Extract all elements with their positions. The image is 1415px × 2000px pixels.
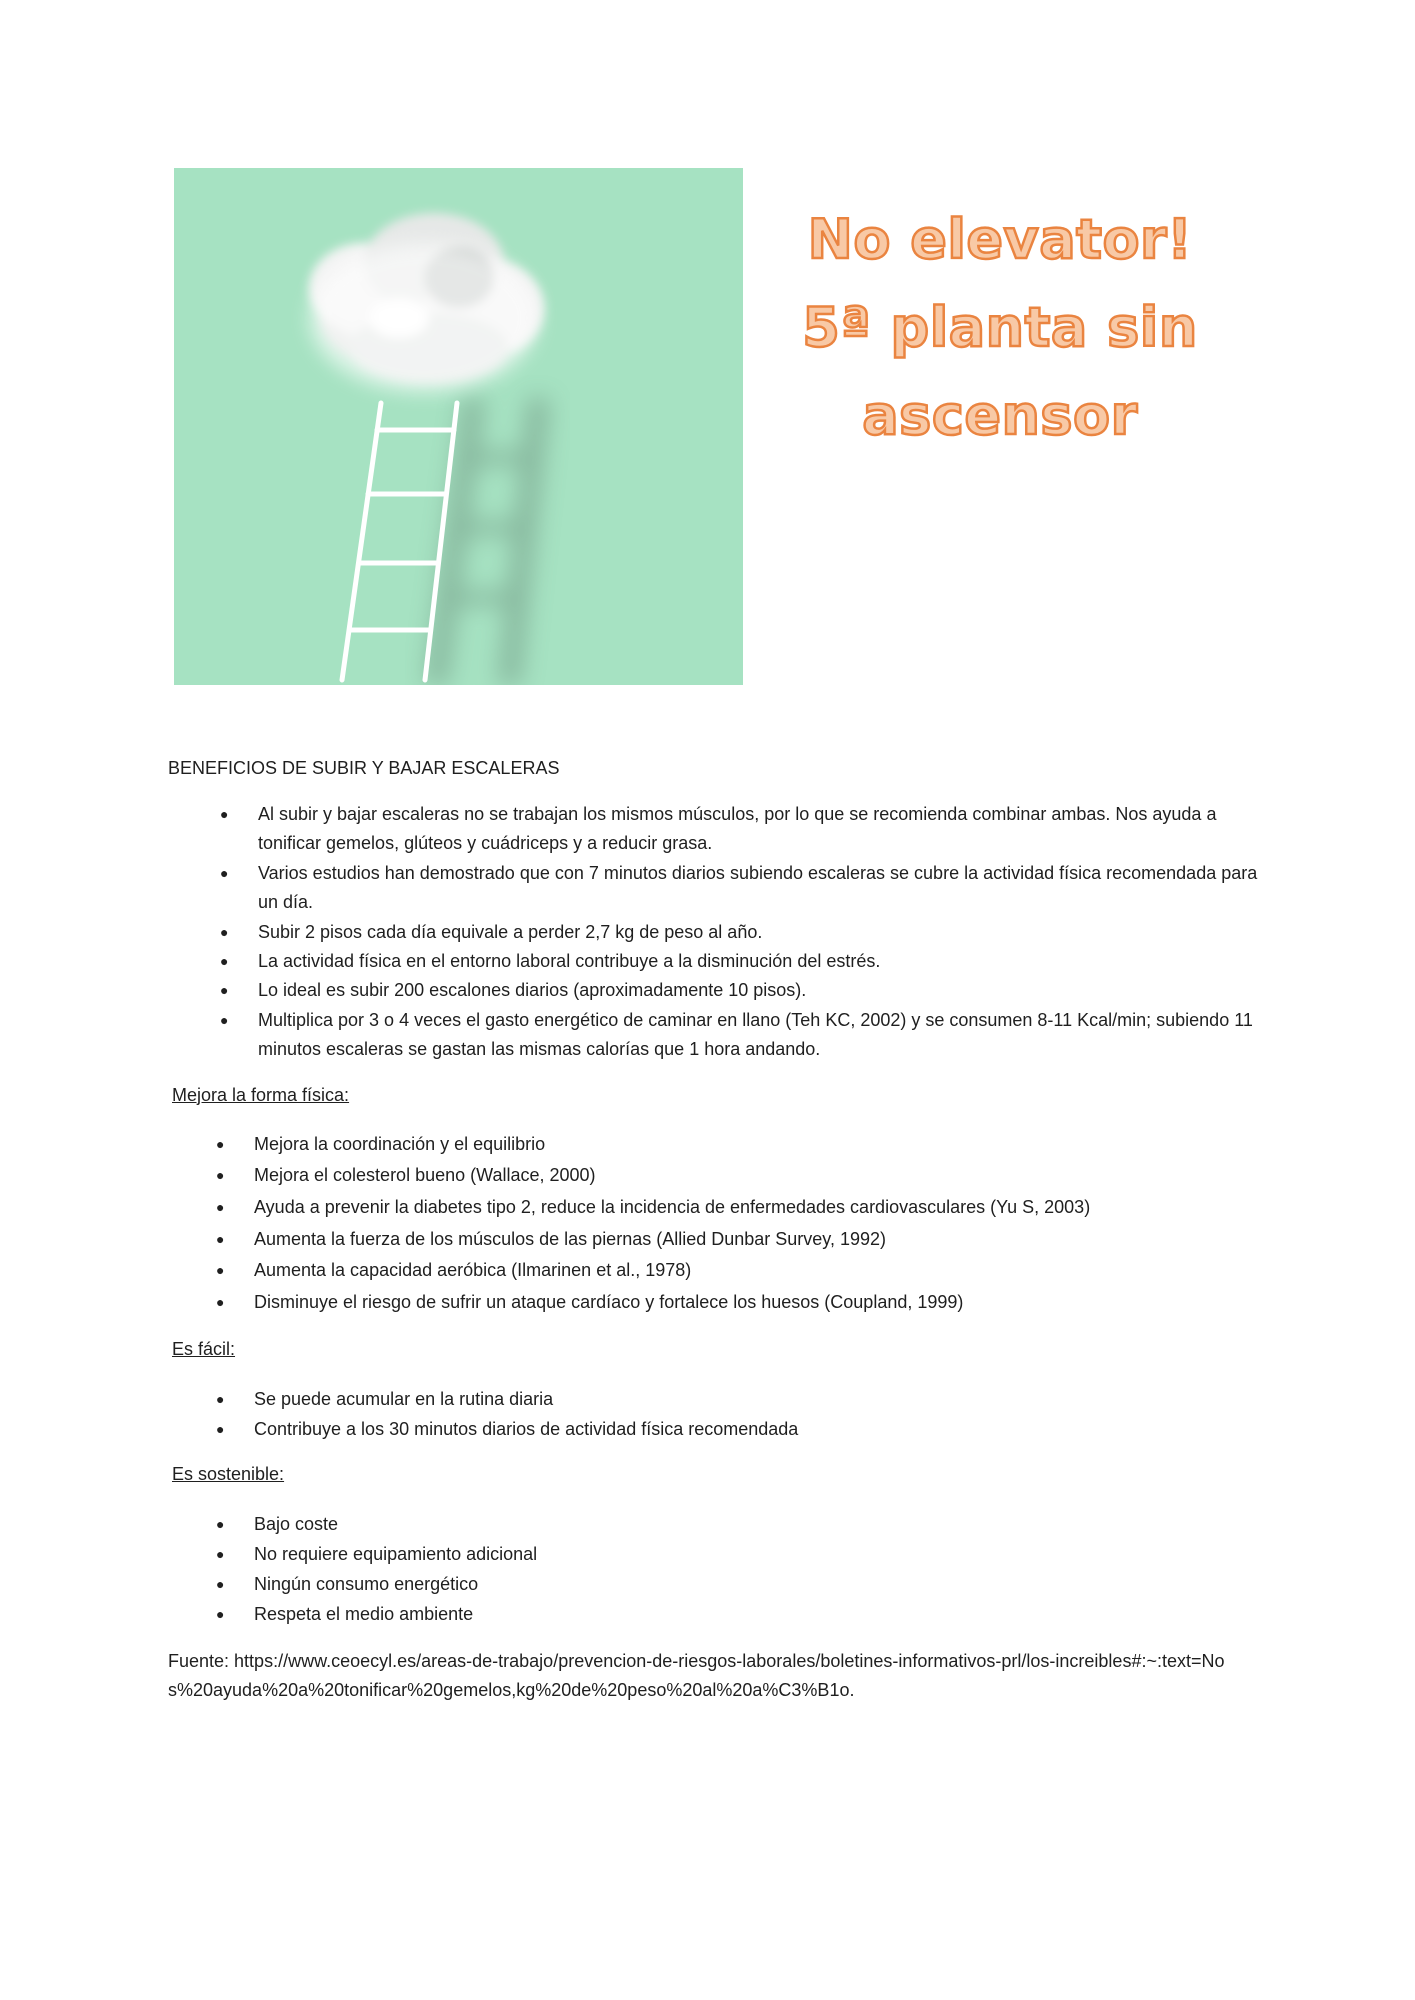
- sustainable-heading: Es sostenible:: [172, 1463, 285, 1484]
- list-item: ● Ningún consumo energético: [216, 1569, 1258, 1599]
- list-item: ● Multiplica por 3 o 4 veces el gasto energético de caminar en llano (Teh KC, 2002) y se consumen 8-11 Kcal/min; subiendo 11 minutos escaleras se gastan las mismas calorías que 1 hora andando.: [220, 1006, 1258, 1065]
- bullet-icon: ●: [220, 923, 229, 940]
- source-link[interactable]: Fuente: https://www.ceoecyl.es/areas-de-trabajo/prevencion-de-riesgos-laborales/boletines-informativos-prl/los-increibles#:~:text=Nos%20ayuda%20a%20tonificar%20gemelos,kg%20de%20peso%20al%20a%C3%B1o.: [168, 1650, 1225, 1701]
- easy-heading: Es fácil:: [172, 1338, 236, 1359]
- fitness-heading: Mejora la forma física:: [172, 1084, 350, 1105]
- list-item: ● Bajo coste: [216, 1509, 1258, 1539]
- sustainable-list: [168, 1509, 1258, 1629]
- fitness-list: [168, 1129, 1258, 1319]
- headline-line-2: 5ª planta sin: [802, 296, 1198, 359]
- bullet-icon: ●: [220, 953, 229, 970]
- benefits-list: [168, 800, 1258, 1065]
- headline: [790, 196, 1210, 460]
- list-item: ● Lo ideal es subir 200 escalones diarios (aproximadamente 10 pisos).: [220, 976, 1258, 1005]
- list-item: ● La actividad física en el entorno laboral contribuye a la disminución del estrés.: [220, 947, 1258, 976]
- bullet-icon: ●: [216, 1135, 225, 1152]
- list-item: ● Disminuye el riesgo de sufrir un ataque cardíaco y fortalece los huesos (Coupland, 1999): [216, 1287, 1258, 1319]
- bullet-icon: ●: [216, 1262, 225, 1279]
- bullet-icon: ●: [216, 1420, 225, 1437]
- bullet-icon: ●: [216, 1390, 225, 1407]
- list-item: ● Se puede acumular en la rutina diaria: [216, 1384, 1258, 1414]
- bullet-icon: ●: [216, 1199, 225, 1216]
- list-item: ● No requiere equipamiento adicional: [216, 1539, 1258, 1569]
- list-item: ● Mejora el colesterol bueno (Wallace, 2000): [216, 1160, 1258, 1192]
- bullet-icon: ●: [220, 806, 229, 822]
- list-item: ● Varios estudios han demostrado que con 7 minutos diarios subiendo escaleras se cubre la actividad física recomendada para un día.: [220, 859, 1258, 918]
- list-item: ● Mejora la coordinación y el equilibrio: [216, 1129, 1258, 1161]
- bullet-icon: ●: [220, 864, 229, 881]
- bullet-icon: ●: [220, 1011, 229, 1028]
- list-item: ● Ayuda a prevenir la diabetes tipo 2, reduce la incidencia de enfermedades cardiovasculares (Yu S, 2003): [216, 1192, 1258, 1224]
- easy-list: [168, 1384, 1258, 1444]
- headline-line-3: ascensor: [862, 384, 1138, 447]
- list-item: ● Subir 2 pisos cada día equivale a perder 2,7 kg de peso al año.: [220, 918, 1258, 947]
- list-item: ● Contribuye a los 30 minutos diarios de actividad física recomendada: [216, 1414, 1258, 1444]
- cloud-ladder-svg: [174, 168, 743, 685]
- cloud-soft-edge: [309, 243, 539, 393]
- cloud-ladder-illustration: [174, 168, 743, 685]
- document-body: [168, 753, 1258, 1706]
- bullet-icon: ●: [216, 1515, 225, 1532]
- list-item: ● Al subir y bajar escaleras no se trabajan los mismos músculos, por lo que se recomienda combinar ambas. Nos ayuda a tonificar gemelos, glúteos y cuádriceps y a reducir grasa.: [220, 800, 1258, 859]
- list-item: ● Aumenta la fuerza de los músculos de las piernas (Allied Dunbar Survey, 1992): [216, 1224, 1258, 1256]
- list-item: ● Aumenta la capacidad aeróbica (Ilmarinen et al., 1978): [216, 1255, 1258, 1287]
- bullet-icon: ●: [216, 1605, 225, 1622]
- list-item: ● Respeta el medio ambiente: [216, 1599, 1258, 1629]
- section-title: BENEFICIOS DE SUBIR Y BAJAR ESCALERAS: [168, 758, 560, 778]
- bullet-icon: ●: [216, 1294, 225, 1311]
- bullet-icon: ●: [220, 982, 229, 999]
- bullet-icon: ●: [216, 1167, 225, 1184]
- bullet-icon: ●: [216, 1545, 225, 1562]
- headline-line-1: No elevator!: [807, 208, 1193, 271]
- bullet-icon: ●: [216, 1575, 225, 1592]
- bullet-icon: ●: [216, 1230, 225, 1247]
